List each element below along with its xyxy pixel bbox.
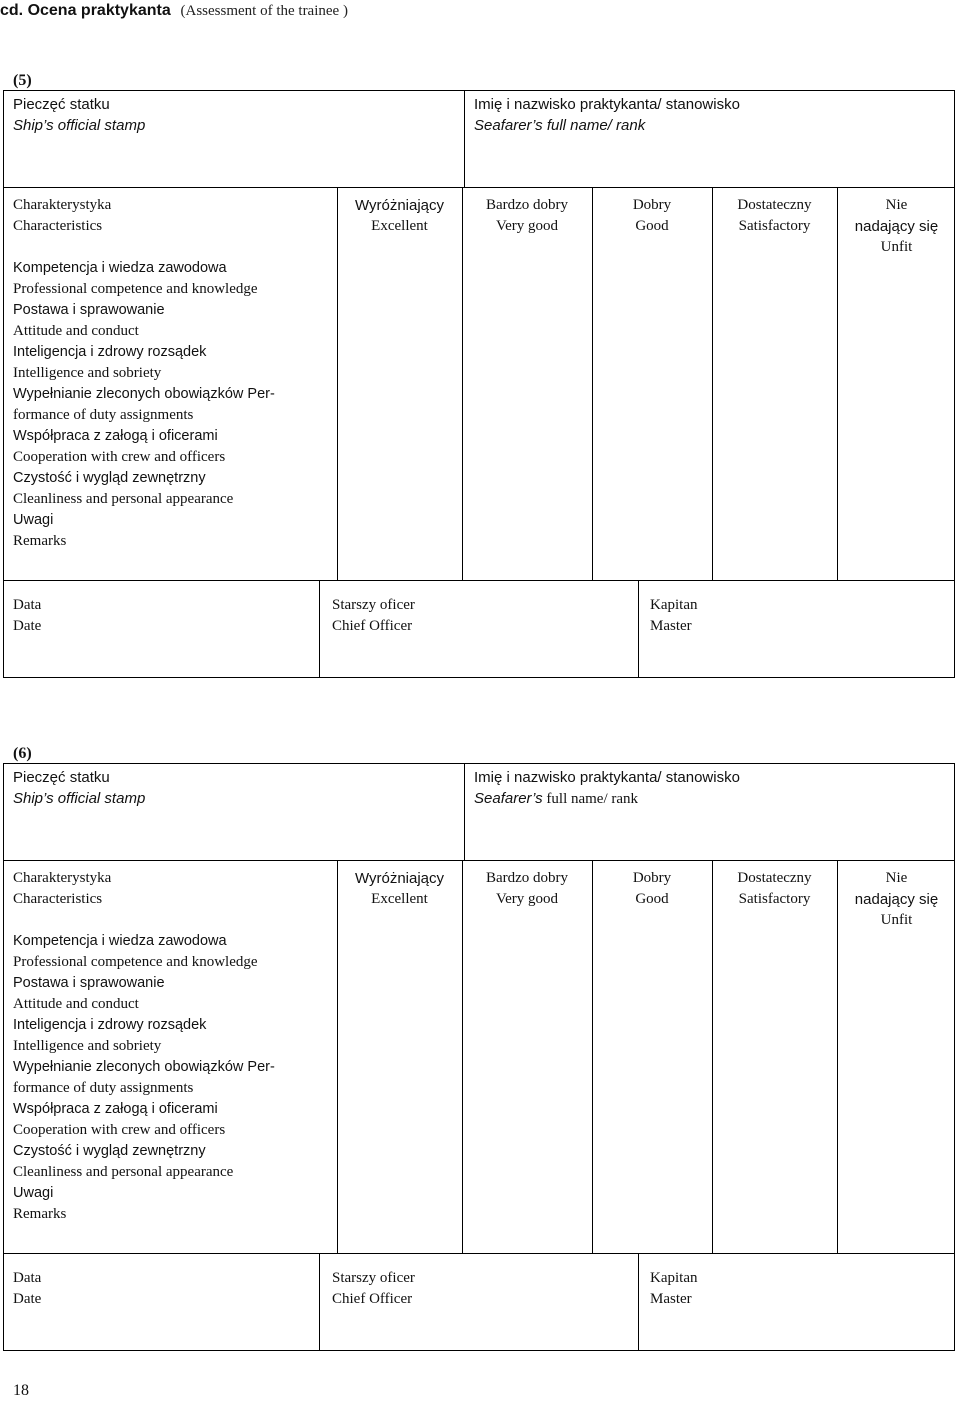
assessment-section-6	[0, 745, 960, 1355]
column-excellent	[337, 195, 462, 237]
column-label-pl: Dobry	[632, 197, 672, 213]
criterion-en: Remarks	[13, 1206, 67, 1222]
criterion-pl: Współpraca z załogą i oficerami	[13, 1101, 218, 1117]
col-divider	[712, 861, 713, 1253]
column-label-en: Very good	[495, 218, 559, 234]
criterion-en: formance of duty assignments	[13, 407, 194, 423]
criterion-pl: Uwagi	[13, 512, 54, 528]
master-label-en: Master	[650, 618, 692, 634]
criterion-pl: Wypełnianie zleconych obowiązków Per-	[13, 386, 275, 402]
criterion-en: Cooperation with crew and officers	[13, 1122, 226, 1138]
evaluation-table	[3, 861, 955, 1254]
stamp-label-pl: Pieczęć statku	[13, 96, 110, 113]
column-satisfactory	[712, 195, 837, 237]
evaluation-table	[3, 188, 955, 581]
column-label-en: Very good	[495, 891, 559, 907]
criterion-en: formance of duty assignments	[13, 1080, 194, 1096]
criterion-pl: Postawa i sprawowanie	[13, 975, 165, 991]
date-label-pl: Data	[13, 597, 42, 613]
column-satisfactory	[712, 868, 837, 910]
column-label-en: Good	[635, 218, 669, 234]
characteristics-header-en: Characteristics	[13, 891, 103, 907]
column-label-en: Satisfactory	[738, 218, 811, 234]
criterion-en: Attitude and conduct	[13, 996, 139, 1012]
column-very-good	[462, 195, 592, 237]
sign-divider	[638, 1254, 639, 1350]
name-label-pl: Imię i nazwisko praktykanta/ stanowisko	[474, 96, 740, 113]
column-very-good	[462, 868, 592, 910]
column-excellent	[337, 868, 462, 910]
date-field	[13, 1268, 41, 1310]
criterion-en: Professional competence and knowledge	[13, 954, 258, 970]
column-label-pl: Nie	[885, 197, 908, 213]
column-label-pl: Dostateczny	[737, 870, 812, 886]
criterion-pl: Kompetencja i wiedza zawodowa	[13, 933, 227, 949]
sign-divider	[638, 581, 639, 677]
chief-officer-field	[332, 595, 415, 637]
master-field	[650, 1268, 697, 1310]
sign-divider	[319, 1254, 320, 1350]
column-label-pl: Bardzo dobry	[485, 870, 569, 886]
column-label-en: Excellent	[371, 218, 428, 234]
criterion-pl: Postawa i sprawowanie	[13, 302, 165, 318]
criterion-en: Cleanliness and personal appearance	[13, 1164, 234, 1180]
column-good	[592, 868, 712, 910]
name-label-en	[474, 788, 638, 810]
criterion-en: Intelligence and sobriety	[13, 1038, 162, 1054]
criterion-pl: Inteligencja i zdrowy rozsądek	[13, 1017, 207, 1033]
signature-box	[3, 1254, 955, 1351]
column-label-en: Satisfactory	[738, 891, 811, 907]
criterion-pl: Czystość i wygląd zewnętrzny	[13, 1143, 206, 1159]
col-divider	[337, 188, 338, 580]
stamp-label-pl: Pieczęć statku	[13, 769, 110, 786]
criterion-en: Cooperation with crew and officers	[13, 449, 226, 465]
section-number: (6)	[13, 745, 32, 762]
stamp-divider	[464, 764, 465, 860]
characteristics-header-pl: Charakterystyka	[13, 870, 112, 886]
column-label-en: Unfit	[880, 239, 913, 255]
col-divider	[712, 188, 713, 580]
officer-label-pl: Starszy oficer	[332, 1270, 415, 1286]
chief-officer-field	[332, 1268, 415, 1310]
column-label-pl: Dostateczny	[737, 197, 812, 213]
page-title: cd. Ocena praktykanta	[0, 2, 171, 19]
criterion-pl: Wypełnianie zleconych obowiązków Per-	[13, 1059, 275, 1075]
column-good	[592, 195, 712, 237]
characteristics-header-en: Characteristics	[13, 218, 103, 234]
criterion-en: Cleanliness and personal appearance	[13, 491, 234, 507]
characteristics-header-pl: Charakterystyka	[13, 197, 112, 213]
column-label-pl: Dobry	[632, 870, 672, 886]
date-field	[13, 595, 41, 637]
col-divider	[592, 861, 593, 1253]
column-label-pl: Bardzo dobry	[485, 197, 569, 213]
criterion-en: Remarks	[13, 533, 67, 549]
sign-divider	[319, 581, 320, 677]
page-subtitle: (Assessment of the trainee )	[180, 3, 348, 19]
criterion-en: Intelligence and sobriety	[13, 365, 162, 381]
date-label-en: Date	[13, 618, 42, 634]
stamp-name-box	[3, 763, 955, 861]
criteria-list	[13, 868, 333, 1225]
column-label-pl: Nie	[885, 870, 908, 886]
col-divider	[337, 861, 338, 1253]
assessment-section-5	[0, 72, 960, 682]
column-unfit	[837, 195, 956, 258]
master-field	[650, 595, 697, 637]
master-label-pl: Kapitan	[650, 1270, 698, 1286]
spacer	[13, 237, 333, 258]
spacer	[13, 910, 333, 931]
column-label-pl: nadający się	[854, 218, 939, 235]
master-label-pl: Kapitan	[650, 597, 698, 613]
criterion-pl: Kompetencja i wiedza zawodowa	[13, 260, 227, 276]
criterion-en: Professional competence and knowledge	[13, 281, 258, 297]
column-label-en: Excellent	[371, 891, 428, 907]
column-label-pl: Wyróżniający	[354, 870, 445, 887]
officer-label-pl: Starszy oficer	[332, 597, 415, 613]
criterion-pl: Inteligencja i zdrowy rozsądek	[13, 344, 207, 360]
name-label-pl: Imię i nazwisko praktykanta/ stanowisko	[474, 769, 740, 786]
column-label-en: Good	[635, 891, 669, 907]
criterion-pl: Czystość i wygląd zewnętrzny	[13, 470, 206, 486]
column-unfit	[837, 868, 956, 931]
signature-box	[3, 581, 955, 678]
column-label-pl: Wyróżniający	[354, 197, 445, 214]
stamp-label-en: Ship’s official stamp	[13, 790, 146, 807]
date-label-en: Date	[13, 1291, 42, 1307]
stamp-label-en: Ship’s official stamp	[13, 117, 146, 134]
col-divider	[462, 188, 463, 580]
col-divider	[592, 188, 593, 580]
name-label-en-part: full name/ rank	[546, 791, 639, 807]
name-label-en-part: Seafarer’s	[474, 790, 543, 807]
stamp-name-box	[3, 90, 955, 188]
col-divider	[462, 861, 463, 1253]
officer-label-en: Chief Officer	[332, 1291, 413, 1307]
stamp-divider	[464, 91, 465, 187]
column-label-pl: nadający się	[854, 891, 939, 908]
name-label-en: Seafarer’s full name/ rank	[474, 117, 646, 134]
page-number: 18	[13, 1382, 29, 1399]
section-number: (5)	[13, 72, 32, 89]
page-header	[0, 0, 960, 22]
criteria-list	[13, 195, 333, 552]
officer-label-en: Chief Officer	[332, 618, 413, 634]
criterion-pl: Uwagi	[13, 1185, 54, 1201]
criterion-en: Attitude and conduct	[13, 323, 139, 339]
master-label-en: Master	[650, 1291, 692, 1307]
date-label-pl: Data	[13, 1270, 42, 1286]
column-label-en: Unfit	[880, 912, 913, 928]
criterion-pl: Współpraca z załogą i oficerami	[13, 428, 218, 444]
